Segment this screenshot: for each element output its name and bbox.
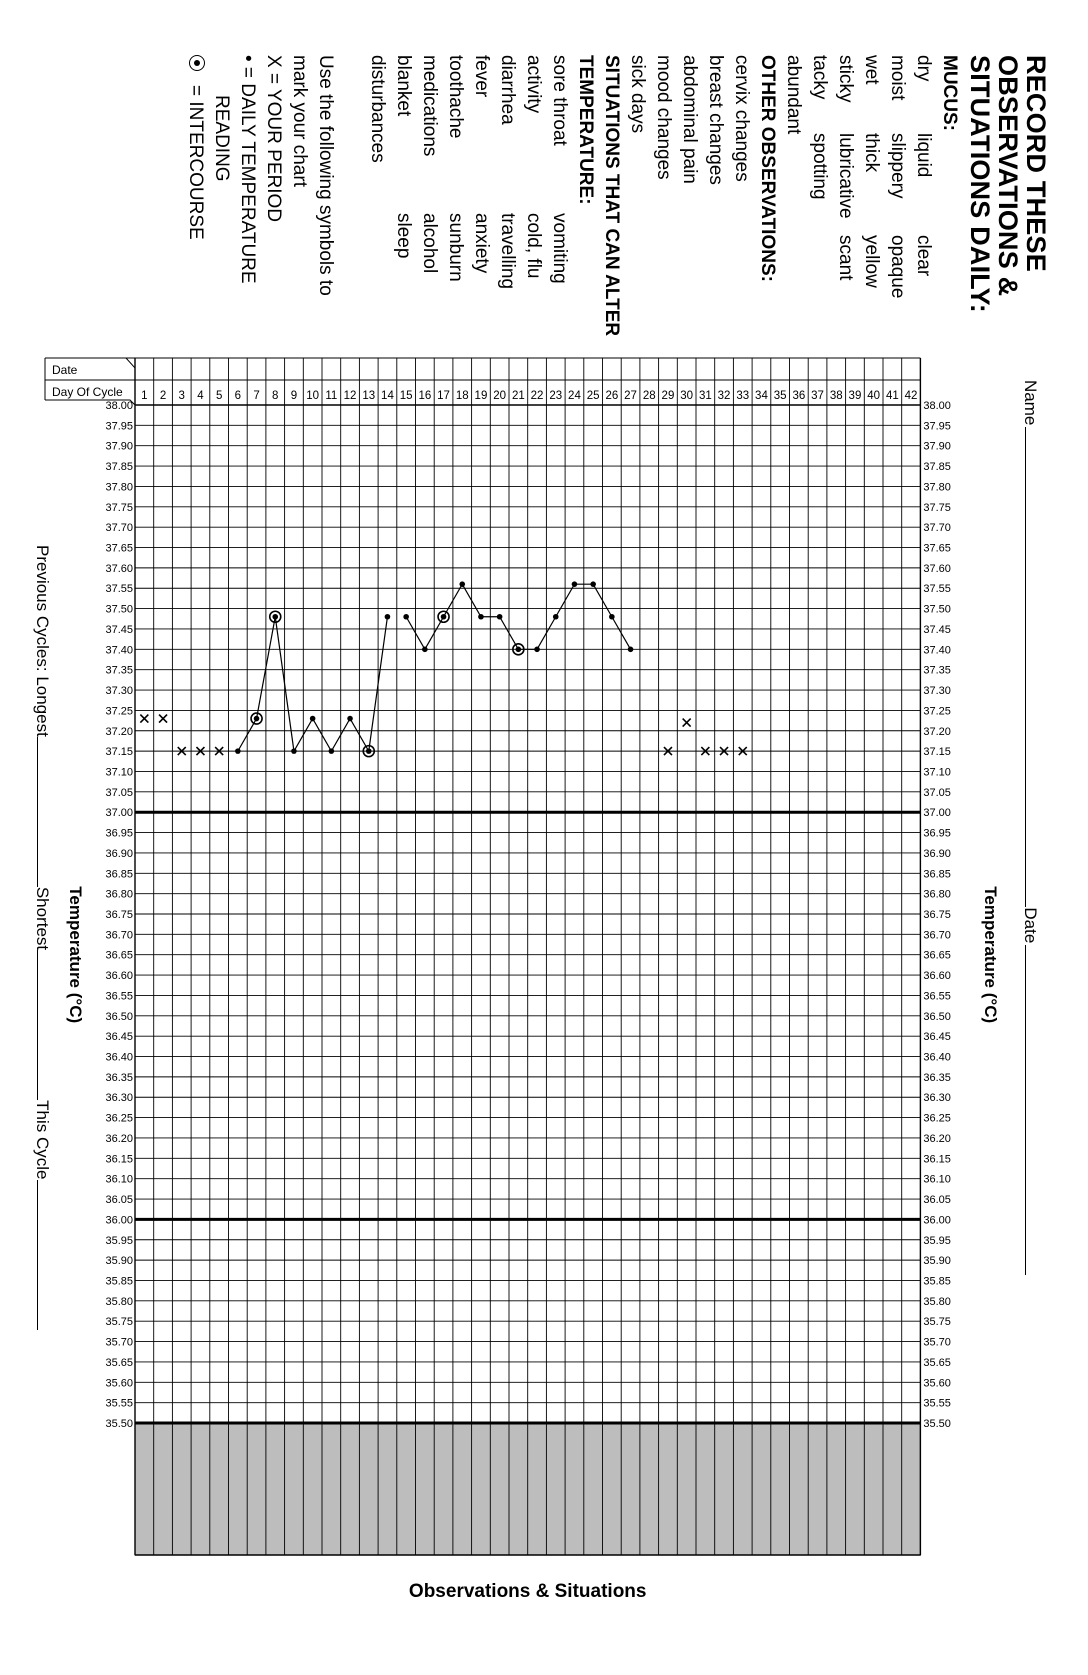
y-tick-label-right: 37.20: [923, 725, 951, 738]
situation-term: sleep: [393, 213, 414, 259]
day-number-label: 7: [253, 390, 260, 402]
y-tick-label-right: 36.75: [923, 909, 951, 921]
y-tick-label-right: 36.55: [923, 990, 951, 1003]
day-number-label: 34: [755, 390, 768, 402]
situation-term: sunburn: [445, 213, 466, 282]
intercourse-icon: [189, 55, 205, 71]
mucus-term: [780, 235, 806, 325]
y-tick-label-left: 36.70: [105, 929, 133, 942]
day-number-label: 20: [493, 390, 507, 402]
symbol-intercourse-legend: [182, 55, 208, 336]
y-tick-label-right: 36.60: [923, 970, 951, 983]
day-number-label: 19: [474, 390, 488, 402]
temperature-dot: [590, 581, 596, 587]
mucus-term: slippery: [887, 133, 908, 199]
mucus-term: abundant: [783, 55, 804, 135]
symbol-period-legend: X = YOUR PERIOD: [263, 55, 284, 223]
y-tick-label-left: 38.00: [105, 400, 133, 412]
y-tick-label-left: 37.05: [105, 786, 133, 799]
situation-term: toothache: [445, 55, 466, 139]
y-tick-label-right: 37.55: [923, 583, 951, 596]
y-tick-label-right: 37.90: [923, 440, 951, 453]
day-number-label: 5: [215, 390, 223, 402]
day-number-label: 26: [605, 390, 619, 402]
situation-term: fever: [471, 55, 492, 98]
temperature-dot: [254, 716, 260, 722]
situation-term: alcohol: [419, 213, 440, 274]
day-number-label: 9: [290, 390, 298, 402]
y-tick-label-left: 37.95: [105, 420, 133, 433]
y-tick-label-left: 37.45: [105, 623, 133, 636]
situation-row: [416, 55, 442, 336]
temperature-dot: [235, 748, 241, 754]
y-tick-label-left: 36.20: [105, 1132, 133, 1145]
situations-list: [364, 55, 572, 336]
day-number-label: 15: [399, 390, 413, 402]
situation-row: [546, 55, 572, 336]
other-observation-item: abdominal pain: [679, 55, 700, 184]
y-tick-label-right: 37.15: [923, 746, 951, 759]
y-tick-label-right: 35.95: [923, 1234, 951, 1247]
chart-marks: [140, 611, 746, 756]
y-tick-label-right: 36.80: [923, 888, 951, 901]
y-tick-label-right: 35.50: [923, 1418, 951, 1430]
temperature-dot: [459, 581, 465, 587]
y-tick-label-right: 38.00: [923, 400, 951, 412]
day-of-cycle-row-label: Day Of Cycle: [52, 385, 123, 399]
day-number-label: 11: [325, 390, 338, 402]
other-observations-list: [624, 55, 754, 336]
other-observation-item: mood changes: [653, 55, 674, 180]
y-tick-label-left: 36.95: [105, 827, 133, 840]
day-number-label: 30: [680, 390, 694, 402]
heading-line-2: OBSERVATIONS &: [993, 55, 1023, 297]
y-tick-label-left: 37.15: [105, 746, 133, 759]
day-number-label: 39: [848, 390, 862, 402]
y-tick-label-left: 37.25: [105, 705, 133, 718]
y-tick-label-right: 37.85: [923, 461, 951, 474]
temperature-dot: [310, 716, 316, 722]
day-number-label: 8: [272, 390, 279, 402]
previous-cycles-line: [32, 545, 52, 1330]
y-tick-label-right: 36.00: [923, 1214, 951, 1227]
other-observation-item: breast changes: [705, 55, 726, 185]
situation-row: [494, 55, 520, 336]
mucus-row: [780, 55, 806, 336]
y-tick-label-left: 36.45: [105, 1031, 133, 1044]
mucus-term: dry: [913, 55, 934, 82]
y-tick-label-right: 37.10: [923, 766, 951, 779]
y-tick-label-left: 36.00: [105, 1214, 133, 1227]
y-tick-label-right: 37.50: [923, 603, 951, 616]
header-notch: [126, 358, 135, 368]
day-number-label: 33: [736, 390, 750, 402]
situation-row: [442, 55, 468, 336]
shortest-label: Shortest: [33, 886, 52, 951]
y-tick-label-left: 37.35: [105, 664, 133, 677]
situation-row: [390, 55, 416, 336]
day-number-label: 22: [530, 390, 544, 402]
day-number-label: 29: [661, 390, 675, 402]
y-tick-label-right: 36.95: [923, 827, 951, 840]
day-number-label: 24: [568, 390, 581, 402]
situation-term: activity: [523, 55, 544, 114]
day-number-label: 38: [829, 390, 843, 402]
y-tick-label-right: 37.45: [923, 623, 951, 636]
y-tick-label-right: 37.00: [923, 807, 951, 820]
situation-term: blanket: [393, 55, 414, 117]
date-row-label: Date: [52, 363, 78, 377]
y-tick-label-left: 36.50: [105, 1010, 133, 1023]
day-number-label: 32: [717, 390, 731, 402]
y-tick-label-left: 35.50: [105, 1418, 133, 1430]
y-tick-label-right: 37.75: [923, 501, 951, 514]
symbol-temp-legend: • = DAILY TEMPERATURE: [237, 55, 258, 284]
situation-term: travelling: [497, 213, 518, 290]
mucus-term: [806, 235, 832, 325]
y-tick-label-right: 35.90: [923, 1255, 951, 1268]
y-tick-label-left: 35.95: [105, 1234, 133, 1247]
day-number-label: 36: [792, 390, 806, 402]
period-x-mark: [159, 715, 167, 723]
sidebar-heading: [966, 55, 1050, 336]
mucus-row: [832, 55, 858, 336]
temperature-dot: [291, 748, 297, 754]
observations-title: Observations & Situations: [408, 1581, 647, 1602]
mucus-term: spotting: [809, 133, 830, 200]
day-number-label: 42: [904, 390, 918, 402]
y-tick-label-left: 36.90: [105, 847, 133, 860]
y-tick-label-right: 36.35: [923, 1071, 951, 1084]
mucus-row: [858, 55, 884, 336]
mucus-title: MUCUS:: [939, 55, 960, 131]
y-tick-label-left: 35.90: [105, 1255, 133, 1268]
temperature-dot: [553, 614, 559, 620]
y-tick-label-left: 37.70: [105, 522, 133, 535]
temperature-tick-labels: [105, 400, 950, 1430]
temperature-dot: [441, 614, 447, 620]
mucus-term: tacky: [809, 55, 830, 100]
y-tick-label-left: 35.80: [105, 1295, 133, 1308]
y-tick-label-right: 36.50: [923, 1010, 951, 1023]
y-tick-label-left: 35.75: [105, 1316, 133, 1329]
y-tick-label-left: 36.75: [105, 909, 133, 921]
y-tick-label-right: 36.10: [923, 1173, 951, 1186]
y-tick-label-right: 36.20: [923, 1132, 951, 1145]
y-tick-label-right: 37.30: [923, 685, 951, 698]
temperature-dot: [422, 647, 428, 653]
y-tick-label-right: 37.60: [923, 562, 951, 575]
y-tick-label-left: 36.15: [105, 1153, 133, 1166]
this-cycle-label: This Cycle: [33, 1100, 52, 1180]
y-tick-label-left: 37.90: [105, 440, 133, 453]
day-number-label: 18: [455, 390, 469, 402]
mucus-term: thick: [861, 133, 882, 173]
y-axis-title-right: Temperature (°C): [981, 886, 1000, 1024]
temperature-dot: [478, 614, 484, 620]
day-number-label: 6: [234, 390, 242, 402]
day-number-label: 35: [773, 390, 787, 402]
day-number-label: 40: [867, 390, 881, 402]
previous-cycles-label: Previous Cycles: Longest: [33, 545, 52, 737]
situation-term: cold, flu: [523, 213, 544, 279]
y-tick-label-left: 36.25: [105, 1112, 133, 1125]
temperature-dot: [628, 647, 634, 653]
day-number-label: 3: [178, 390, 185, 402]
day-number-label: 21: [511, 390, 525, 402]
mucus-term: wet: [861, 55, 882, 85]
y-tick-label-left: 35.70: [105, 1336, 133, 1349]
y-tick-label-left: 36.85: [105, 868, 133, 881]
y-tick-label-left: 37.55: [105, 583, 133, 596]
day-number-label: 4: [197, 390, 204, 402]
day-number-label: 14: [381, 390, 394, 402]
mucus-term: yellow: [861, 235, 882, 288]
temperature-dot: [272, 614, 278, 620]
y-tick-label-right: 36.15: [923, 1153, 951, 1166]
situations-title-line-1: SITUATIONS THAT CAN ALTER: [601, 55, 622, 337]
mucus-term: clear: [913, 235, 934, 277]
y-tick-label-left: 37.00: [105, 807, 133, 820]
y-tick-label-right: 37.80: [923, 481, 951, 494]
y-tick-label-left: 36.40: [105, 1051, 133, 1064]
day-number-label: 25: [586, 390, 600, 402]
y-tick-label-right: 35.75: [923, 1316, 951, 1329]
y-tick-label-right: 35.60: [923, 1377, 951, 1390]
name-date-line: [1020, 380, 1040, 1275]
y-tick-label-left: 35.85: [105, 1275, 133, 1288]
y-tick-label-left: 37.60: [105, 562, 133, 575]
heading-line-3: SITUATIONS DAILY:: [965, 55, 995, 313]
mucus-term: sticky: [835, 55, 856, 103]
y-tick-label-left: 37.10: [105, 766, 133, 779]
instructions-sidebar: [182, 55, 1050, 336]
situations-title-line-2: TEMPERATURE:: [575, 55, 596, 205]
temperature-dot: [572, 581, 578, 587]
y-tick-label-right: 37.65: [923, 542, 951, 555]
y-tick-label-right: 37.25: [923, 705, 951, 718]
day-number-label: 1: [141, 390, 148, 402]
y-tick-label-left: 37.30: [105, 685, 133, 698]
chart-grid: [135, 358, 920, 1555]
temperature-dot: [609, 614, 615, 620]
y-tick-label-right: 36.30: [923, 1092, 951, 1105]
day-number-label: 16: [418, 390, 432, 402]
y-tick-label-right: 36.05: [923, 1194, 951, 1207]
y-tick-label-right: 35.55: [923, 1397, 951, 1410]
y-tick-label-right: 36.85: [923, 868, 951, 881]
period-x-mark: [683, 719, 691, 727]
situation-row: [468, 55, 494, 336]
y-tick-label-right: 35.65: [923, 1356, 951, 1369]
temperature-dot: [403, 614, 409, 620]
period-x-mark: [140, 715, 148, 723]
day-number-label: 27: [624, 390, 637, 402]
y-tick-label-left: 37.50: [105, 603, 133, 616]
day-number-label: 2: [159, 390, 167, 402]
day-number-label: 23: [549, 390, 563, 402]
y-axis-title-left: Temperature (°C): [66, 886, 85, 1024]
mucus-row: [806, 55, 832, 336]
y-tick-label-left: 36.65: [105, 949, 133, 962]
y-tick-label-left: 36.60: [105, 970, 133, 983]
temperature-dot: [347, 716, 353, 722]
temperature-dot: [497, 614, 503, 620]
temperature-dot: [534, 647, 540, 653]
symbols-intro-line-1: Use the following symbols to: [315, 55, 336, 296]
y-tick-label-right: 36.90: [923, 847, 951, 860]
day-number-label: 41: [885, 390, 899, 402]
situation-term: medications: [419, 55, 440, 157]
y-tick-label-left: 37.80: [105, 481, 133, 494]
situation-row: [520, 55, 546, 336]
other-observations-title: OTHER OBSERVATIONS:: [757, 55, 778, 282]
day-number-label: 10: [306, 390, 320, 402]
symbols-intro-line-2: mark your chart: [289, 55, 310, 187]
y-tick-label-left: 35.65: [105, 1356, 133, 1369]
intercourse-legend-text: = INTERCOURSE: [185, 85, 206, 240]
y-tick-label-left: 37.85: [105, 461, 133, 474]
mucus-term: scant: [835, 235, 856, 281]
temperature-dot: [385, 614, 391, 620]
situation-term: disturbances: [367, 55, 388, 163]
day-number-label: 37: [811, 390, 824, 402]
day-number-label: 13: [362, 390, 376, 402]
y-tick-label-left: 37.20: [105, 725, 133, 738]
mucus-term: [780, 133, 806, 235]
name-label: Name: [1021, 380, 1040, 426]
y-tick-label-right: 36.70: [923, 929, 951, 942]
mucus-term: moist: [887, 55, 908, 101]
y-tick-label-right: 37.95: [923, 420, 951, 433]
heading-line-1: RECORD THESE: [1021, 55, 1051, 272]
y-tick-label-right: 37.70: [923, 522, 951, 535]
y-tick-label-left: 36.55: [105, 990, 133, 1003]
mucus-row: [910, 55, 936, 336]
mucus-term: lubricative: [835, 133, 856, 219]
situation-term: [364, 213, 390, 323]
mucus-term: liquid: [913, 133, 934, 178]
mucus-list: [780, 55, 936, 336]
y-tick-label-right: 37.35: [923, 664, 951, 677]
y-tick-label-left: 37.40: [105, 644, 133, 657]
y-tick-label-left: 37.65: [105, 542, 133, 555]
symbol-temp-legend-2: READING: [211, 95, 232, 182]
day-number-label: 28: [642, 390, 656, 402]
y-tick-label-right: 36.45: [923, 1031, 951, 1044]
situation-term: anxiety: [471, 213, 492, 274]
day-number-label: 31: [698, 390, 712, 402]
y-tick-label-right: 37.05: [923, 786, 951, 799]
y-tick-label-left: 35.60: [105, 1377, 133, 1390]
y-tick-label-left: 37.75: [105, 501, 133, 514]
y-tick-label-left: 35.55: [105, 1397, 133, 1410]
situation-term: diarrhea: [497, 55, 518, 125]
y-tick-label-left: 36.05: [105, 1194, 133, 1207]
y-tick-label-right: 35.70: [923, 1336, 951, 1349]
y-tick-label-right: 35.85: [923, 1275, 951, 1288]
date-label: Date: [1021, 907, 1040, 944]
day-number-label: 12: [343, 390, 357, 402]
mucus-row: [884, 55, 910, 336]
y-tick-label-left: 36.35: [105, 1071, 133, 1084]
y-tick-label-right: 37.40: [923, 644, 951, 657]
day-number-label: 17: [437, 390, 450, 402]
y-tick-label-left: 36.80: [105, 888, 133, 901]
other-observation-item: cervix changes: [731, 55, 752, 182]
y-tick-label-left: 36.10: [105, 1173, 133, 1186]
y-tick-label-right: 36.25: [923, 1112, 951, 1125]
temperature-dot: [516, 647, 522, 653]
temperature-dot: [366, 748, 372, 754]
y-tick-label-right: 36.40: [923, 1051, 951, 1064]
temperature-line: [406, 584, 630, 649]
y-tick-label-right: 35.80: [923, 1295, 951, 1308]
y-tick-label-left: 36.30: [105, 1092, 133, 1105]
situation-term: sore throat: [549, 55, 570, 146]
mucus-term: opaque: [887, 235, 908, 299]
temperature-dot: [329, 748, 335, 754]
other-observation-item: sick days: [627, 55, 648, 134]
situation-term: vomiting: [549, 213, 570, 284]
situation-row: [364, 55, 390, 336]
y-tick-label-right: 36.65: [923, 949, 951, 962]
